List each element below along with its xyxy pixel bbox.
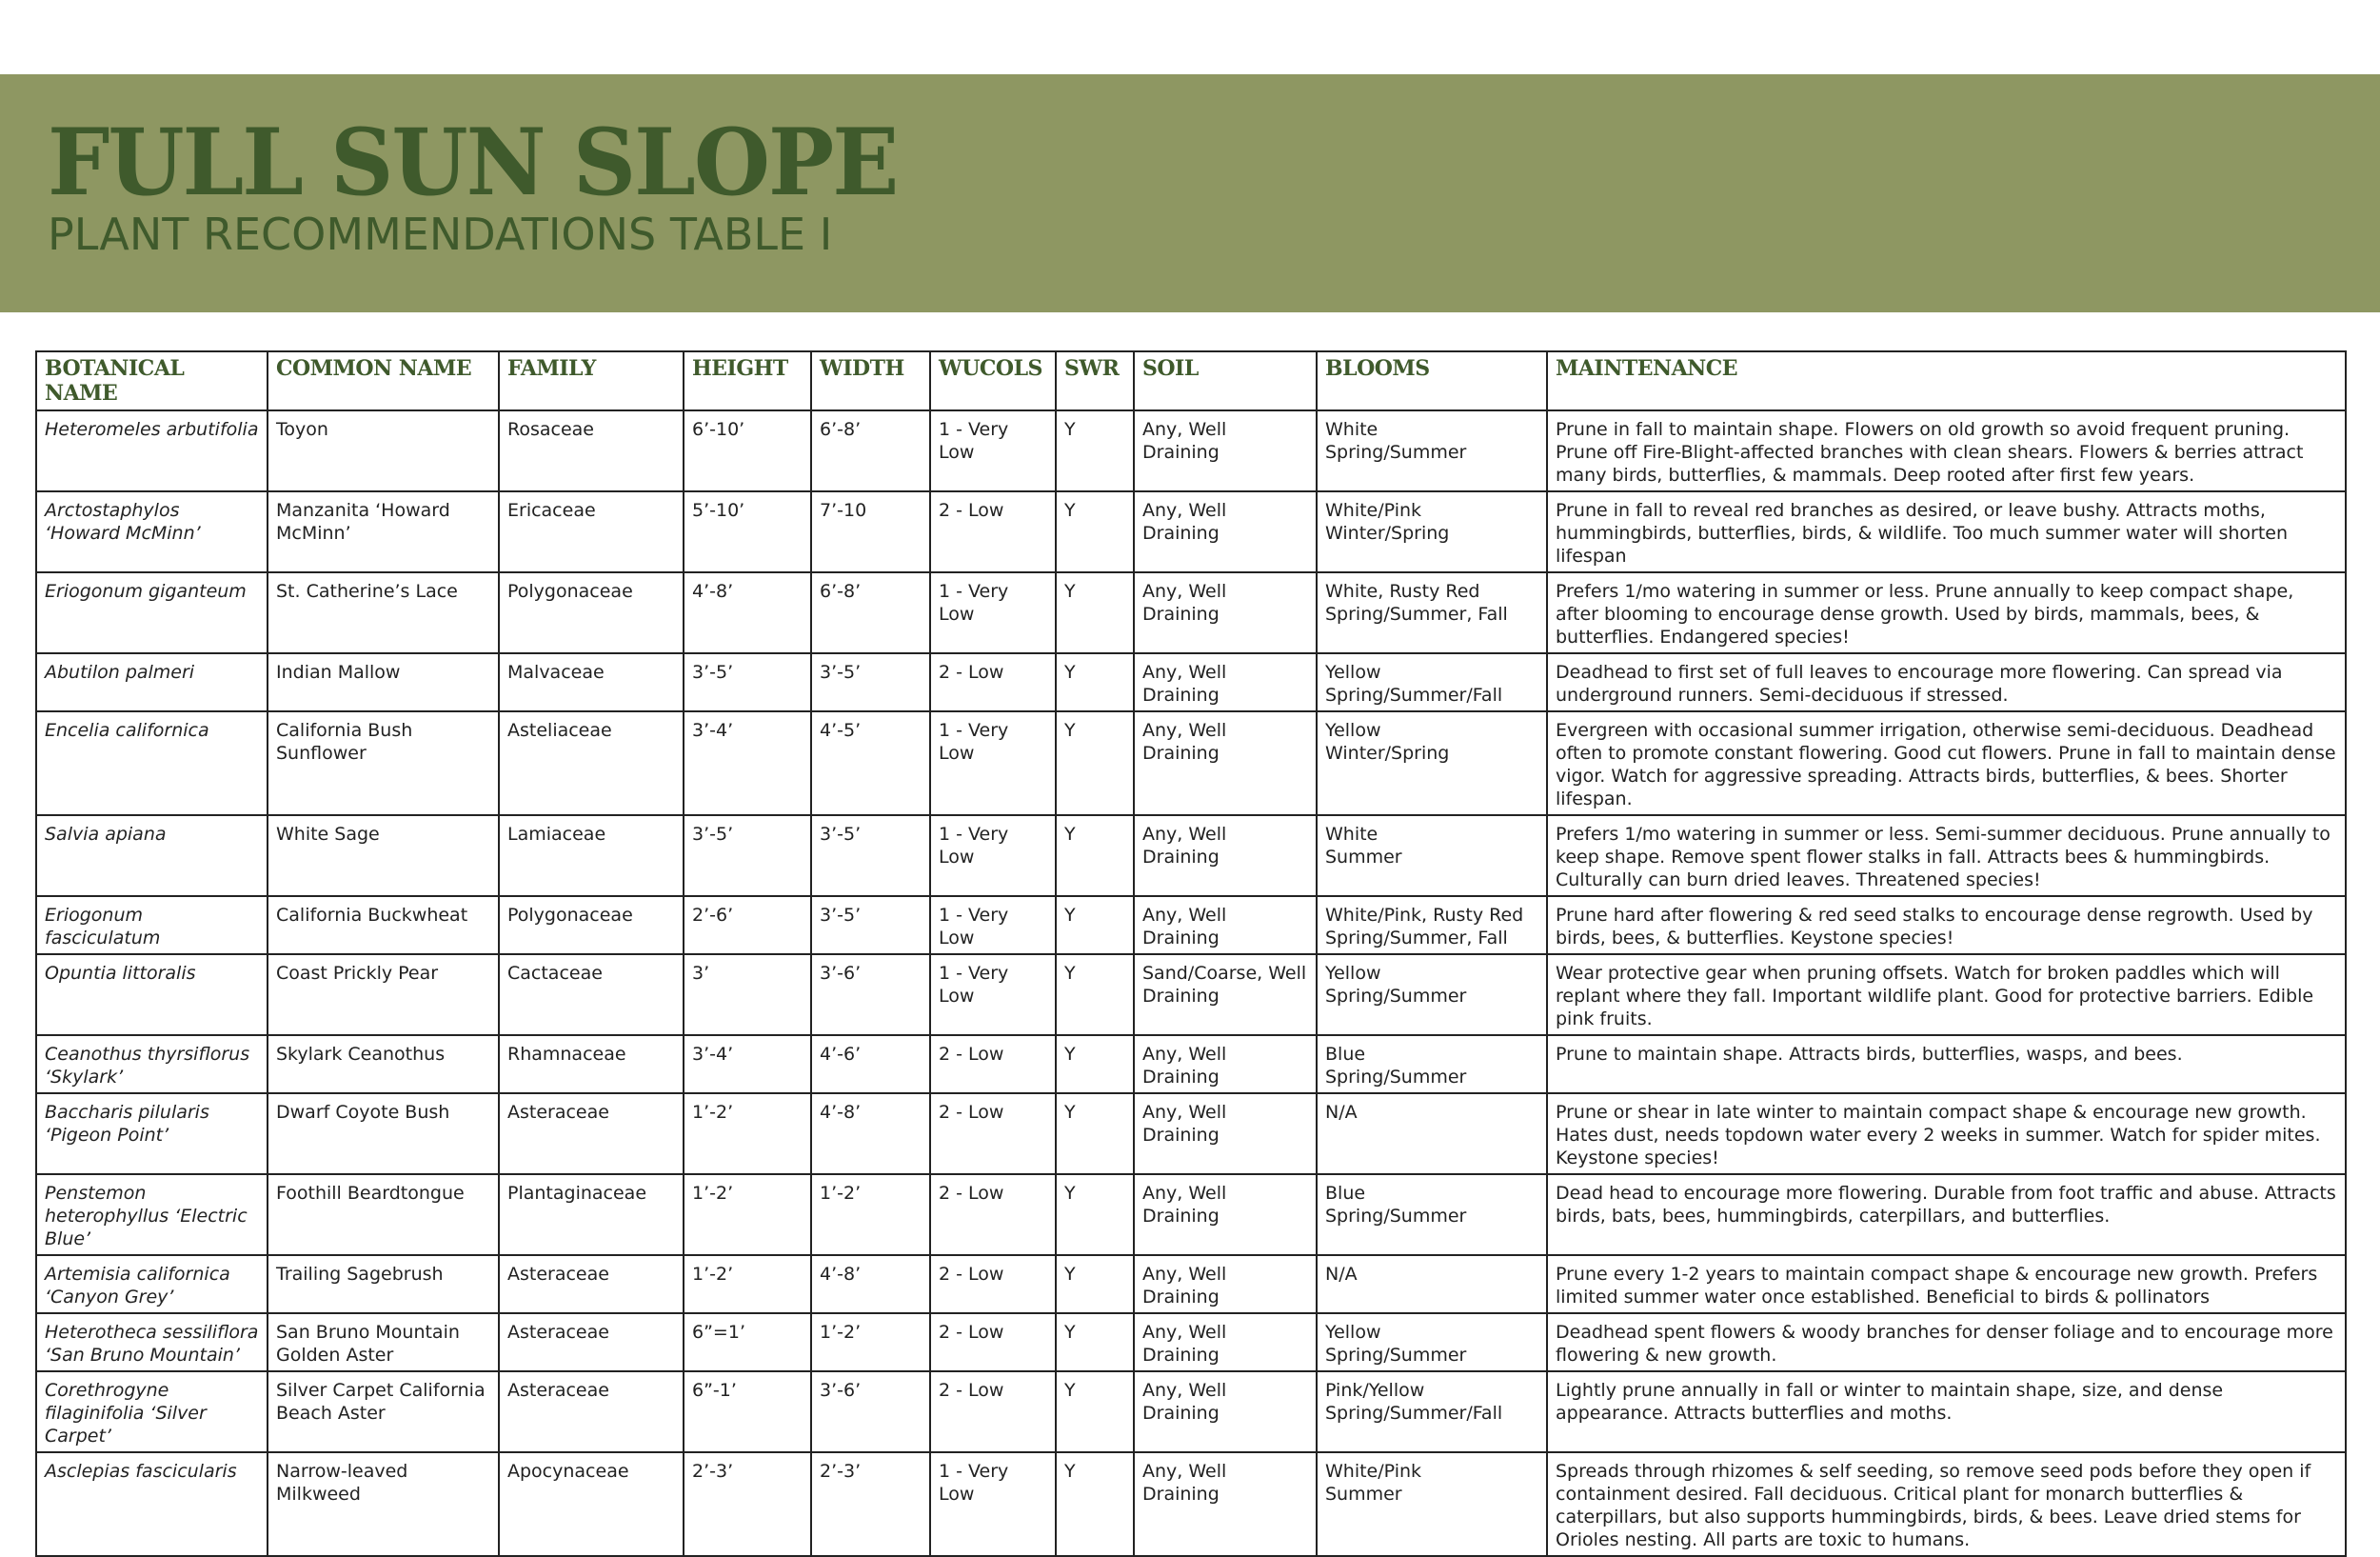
width-cell: 2’-3’ [811,1452,930,1556]
swr-cell: Y [1056,1255,1134,1313]
maintenance-cell: Dead head to encourage more flowering. Durable from foot traffic and abuse. Attracts birds, bats, bees, hummingbirds, caterpillars, and butterflies. [1547,1174,2346,1255]
blooms-cell: N/A [1317,1093,1547,1174]
maintenance-cell: Prune in fall to reveal red branches as desired, or leave bushy. Attracts moths, hummingbirds, butterflies, birds, & wildlife. Too much summer water will shorten lifespan [1547,491,2346,572]
soil-cell: Any, Well Draining [1134,491,1317,572]
family-cell: Asteliaceae [499,711,684,815]
botanical-name-cell: Encelia californica [36,711,268,815]
table-row [36,1255,2346,1313]
height-cell: 3’-4’ [684,711,811,815]
table-body [36,410,2346,1556]
table-row [36,954,2346,1035]
height-cell: 3’-5’ [684,815,811,896]
swr-cell: Y [1056,1371,1134,1452]
blooms-cell: White/Pink Summer [1317,1452,1547,1556]
swr-cell: Y [1056,954,1134,1035]
common-name-cell: White Sage [268,815,499,896]
width-cell: 4’-5’ [811,711,930,815]
family-cell: Plantaginaceae [499,1174,684,1255]
column-header-height: HEIGHT [684,351,811,410]
botanical-name-cell: Penstemon heterophyllus ‘Electric Blue’ [36,1174,268,1255]
botanical-name-cell: Abutilon palmeri [36,653,268,711]
maintenance-cell: Lightly prune annually in fall or winter to maintain shape, size, and dense appearance. Attracts butterflies and moths. [1547,1371,2346,1452]
botanical-name-cell: Eriogonum giganteum [36,572,268,653]
wucols-cell: 2 - Low [930,1035,1056,1093]
soil-cell: Sand/Coarse, Well Draining [1134,954,1317,1035]
family-cell: Polygonaceae [499,896,684,954]
height-cell: 3’-5’ [684,653,811,711]
table-row [36,572,2346,653]
height-cell: 6”-1’ [684,1371,811,1452]
botanical-name-cell: Opuntia littoralis [36,954,268,1035]
swr-cell: Y [1056,491,1134,572]
swr-cell: Y [1056,1093,1134,1174]
plant-table [35,350,2347,1557]
soil-cell: Any, Well Draining [1134,896,1317,954]
botanical-name-cell: Arctostaphylos ‘Howard McMinn’ [36,491,268,572]
maintenance-cell: Prefers 1/mo watering in summer or less. Semi-summer deciduous. Prune annually to keep shape. Remove spent flower stalks in fall. Attracts bees & hummingbirds. Culturally can burn dried leaves. Threatened species! [1547,815,2346,896]
soil-cell: Any, Well Draining [1134,711,1317,815]
width-cell: 4’-8’ [811,1093,930,1174]
family-cell: Malvaceae [499,653,684,711]
blooms-cell: Yellow Spring/Summer [1317,954,1547,1035]
wucols-cell: 2 - Low [930,1093,1056,1174]
wucols-cell: 2 - Low [930,653,1056,711]
botanical-name-cell: Heterotheca sessiliflora ‘San Bruno Mountain’ [36,1313,268,1371]
width-cell: 7’-10 [811,491,930,572]
soil-cell: Any, Well Draining [1134,653,1317,711]
width-cell: 4’-6’ [811,1035,930,1093]
wucols-cell: 1 - Very Low [930,410,1056,491]
botanical-name-cell: Ceanothus thyrsiflorus ‘Skylark’ [36,1035,268,1093]
table-row [36,1174,2346,1255]
botanical-name-cell: Eriogonum fasciculatum [36,896,268,954]
page-subtitle: PLANT RECOMMENDATIONS TABLE I [48,209,833,260]
family-cell: Rhamnaceae [499,1035,684,1093]
height-cell: 6’-10’ [684,410,811,491]
soil-cell: Any, Well Draining [1134,410,1317,491]
blooms-cell: Blue Spring/Summer [1317,1174,1547,1255]
swr-cell: Y [1056,410,1134,491]
common-name-cell: Narrow-leaved Milkweed [268,1452,499,1556]
swr-cell: Y [1056,1313,1134,1371]
common-name-cell: San Bruno Mountain Golden Aster [268,1313,499,1371]
wucols-cell: 2 - Low [930,1313,1056,1371]
botanical-name-cell: Artemisia californica ‘Canyon Grey’ [36,1255,268,1313]
width-cell: 3’-5’ [811,653,930,711]
wucols-cell: 1 - Very Low [930,711,1056,815]
maintenance-cell: Prune hard after flowering & red seed stalks to encourage dense regrowth. Used by birds, bees, & butterflies. Keystone species! [1547,896,2346,954]
height-cell: 4’-8’ [684,572,811,653]
swr-cell: Y [1056,1174,1134,1255]
wucols-cell: 1 - Very Low [930,1452,1056,1556]
table-row [36,896,2346,954]
blooms-cell: White, Rusty Red Spring/Summer, Fall [1317,572,1547,653]
table-row [36,1313,2346,1371]
column-header-maintenance: MAINTENANCE [1547,351,2346,410]
family-cell: Asteraceae [499,1093,684,1174]
swr-cell: Y [1056,1452,1134,1556]
wucols-cell: 2 - Low [930,1371,1056,1452]
blooms-cell: White/Pink, Rusty Red Spring/Summer, Fall [1317,896,1547,954]
family-cell: Ericaceae [499,491,684,572]
height-cell: 2’-6’ [684,896,811,954]
common-name-cell: Skylark Ceanothus [268,1035,499,1093]
table-row [36,653,2346,711]
maintenance-cell: Deadhead to first set of full leaves to encourage more flowering. Can spread via underground runners. Semi-deciduous if stressed. [1547,653,2346,711]
wucols-cell: 1 - Very Low [930,572,1056,653]
blooms-cell: White Spring/Summer [1317,410,1547,491]
common-name-cell: Toyon [268,410,499,491]
table-row [36,1093,2346,1174]
common-name-cell: St. Catherine’s Lace [268,572,499,653]
soil-cell: Any, Well Draining [1134,815,1317,896]
height-cell: 3’ [684,954,811,1035]
page-title: FULL SUN SLOPE [48,108,898,217]
width-cell: 6’-8’ [811,572,930,653]
blooms-cell: Yellow Spring/Summer/Fall [1317,653,1547,711]
maintenance-cell: Prefers 1/mo watering in summer or less. Prune annually to keep compact shape, after blooming to encourage dense growth. Used by birds, mammals, bees, & butterflies. Endangered species! [1547,572,2346,653]
width-cell: 4’-8’ [811,1255,930,1313]
maintenance-cell: Prune every 1-2 years to maintain compact shape & encourage new growth. Prefers limited summer water once established. Beneficial to birds & pollinators [1547,1255,2346,1313]
common-name-cell: California Buckwheat [268,896,499,954]
botanical-name-cell: Salvia apiana [36,815,268,896]
table-header-row [36,351,2346,410]
width-cell: 3’-5’ [811,896,930,954]
column-header-width: WIDTH [811,351,930,410]
family-cell: Asteraceae [499,1255,684,1313]
botanical-name-cell: Baccharis pilularis ‘Pigeon Point’ [36,1093,268,1174]
column-header-blooms: BLOOMS [1317,351,1547,410]
height-cell: 2’-3’ [684,1452,811,1556]
soil-cell: Any, Well Draining [1134,1174,1317,1255]
width-cell: 6’-8’ [811,410,930,491]
height-cell: 3’-4’ [684,1035,811,1093]
family-cell: Lamiaceae [499,815,684,896]
swr-cell: Y [1056,572,1134,653]
width-cell: 1’-2’ [811,1174,930,1255]
table-row [36,1371,2346,1452]
botanical-name-cell: Corethrogyne filaginifolia ‘Silver Carpet’ [36,1371,268,1452]
common-name-cell: Silver Carpet California Beach Aster [268,1371,499,1452]
table-row [36,1035,2346,1093]
wucols-cell: 2 - Low [930,1174,1056,1255]
family-cell: Asteraceae [499,1313,684,1371]
column-header-wucols: WUCOLS [930,351,1056,410]
table-row [36,491,2346,572]
height-cell: 6”=1’ [684,1313,811,1371]
soil-cell: Any, Well Draining [1134,1452,1317,1556]
soil-cell: Any, Well Draining [1134,1255,1317,1313]
soil-cell: Any, Well Draining [1134,1035,1317,1093]
family-cell: Polygonaceae [499,572,684,653]
swr-cell: Y [1056,711,1134,815]
wucols-cell: 1 - Very Low [930,954,1056,1035]
blooms-cell: Blue Spring/Summer [1317,1035,1547,1093]
table-row [36,711,2346,815]
blooms-cell: N/A [1317,1255,1547,1313]
wucols-cell: 2 - Low [930,491,1056,572]
maintenance-cell: Wear protective gear when pruning offsets. Watch for broken paddles which will replant where they fall. Important wildlife plant. Good for protective barriers. Edible pink fruits. [1547,954,2346,1035]
swr-cell: Y [1056,815,1134,896]
blooms-cell: Yellow Spring/Summer [1317,1313,1547,1371]
family-cell: Apocynaceae [499,1452,684,1556]
family-cell: Rosaceae [499,410,684,491]
wucols-cell: 1 - Very Low [930,896,1056,954]
maintenance-cell: Prune or shear in late winter to maintain compact shape & encourage new growth. Hates dust, needs topdown water every 2 weeks in summer. Watch for spider mites. Keystone species! [1547,1093,2346,1174]
soil-cell: Any, Well Draining [1134,572,1317,653]
common-name-cell: Dwarf Coyote Bush [268,1093,499,1174]
maintenance-cell: Deadhead spent flowers & woody branches for denser foliage and to encourage more flowering & new growth. [1547,1313,2346,1371]
column-header-soil: SOIL [1134,351,1317,410]
height-cell: 1’-2’ [684,1174,811,1255]
blooms-cell: White Summer [1317,815,1547,896]
common-name-cell: Trailing Sagebrush [268,1255,499,1313]
common-name-cell: Coast Prickly Pear [268,954,499,1035]
maintenance-cell: Prune to maintain shape. Attracts birds, butterflies, wasps, and bees. [1547,1035,2346,1093]
maintenance-cell: Evergreen with occasional summer irrigation, otherwise semi-deciduous. Deadhead often to promote constant flowering. Good cut flowers. Prune in fall to maintain dense vigor. Watch for aggressive spreading. Attracts birds, butterflies, & bees. Shorter lifespan. [1547,711,2346,815]
common-name-cell: Manzanita ‘Howard McMinn’ [268,491,499,572]
table-row [36,410,2346,491]
swr-cell: Y [1056,896,1134,954]
family-cell: Asteraceae [499,1371,684,1452]
column-header-botanical-name: BOTANICAL NAME [36,351,268,410]
wucols-cell: 2 - Low [930,1255,1056,1313]
soil-cell: Any, Well Draining [1134,1093,1317,1174]
swr-cell: Y [1056,653,1134,711]
botanical-name-cell: Asclepias fascicularis [36,1452,268,1556]
family-cell: Cactaceae [499,954,684,1035]
soil-cell: Any, Well Draining [1134,1313,1317,1371]
width-cell: 3’-6’ [811,1371,930,1452]
height-cell: 1’-2’ [684,1093,811,1174]
blooms-cell: Yellow Winter/Spring [1317,711,1547,815]
width-cell: 3’-6’ [811,954,930,1035]
maintenance-cell: Prune in fall to maintain shape. Flowers on old growth so avoid frequent pruning. Prune off Fire-Blight-affected branches with clean shears. Flowers & berries attract many birds, butterflies, & mammals. Deep rooted after first few years. [1547,410,2346,491]
wucols-cell: 1 - Very Low [930,815,1056,896]
maintenance-cell: Spreads through rhizomes & self seeding, so remove seed pods before they open if containment desired. Fall deciduous. Critical plant for monarch butterflies & caterpillars, but also supports hummingbirds, birds, & bees. Leave dried stems for Orioles nesting. All parts are toxic to humans. [1547,1452,2346,1556]
common-name-cell: Indian Mallow [268,653,499,711]
soil-cell: Any, Well Draining [1134,1371,1317,1452]
common-name-cell: California Bush Sunflower [268,711,499,815]
width-cell: 1’-2’ [811,1313,930,1371]
column-header-swr: SWR [1056,351,1134,410]
height-cell: 5’-10’ [684,491,811,572]
column-header-family: FAMILY [499,351,684,410]
blooms-cell: Pink/Yellow Spring/Summer/Fall [1317,1371,1547,1452]
width-cell: 3’-5’ [811,815,930,896]
swr-cell: Y [1056,1035,1134,1093]
botanical-name-cell: Heteromeles arbutifolia [36,410,268,491]
column-header-common-name: COMMON NAME [268,351,499,410]
height-cell: 1’-2’ [684,1255,811,1313]
table-row [36,815,2346,896]
blooms-cell: White/Pink Winter/Spring [1317,491,1547,572]
common-name-cell: Foothill Beardtongue [268,1174,499,1255]
